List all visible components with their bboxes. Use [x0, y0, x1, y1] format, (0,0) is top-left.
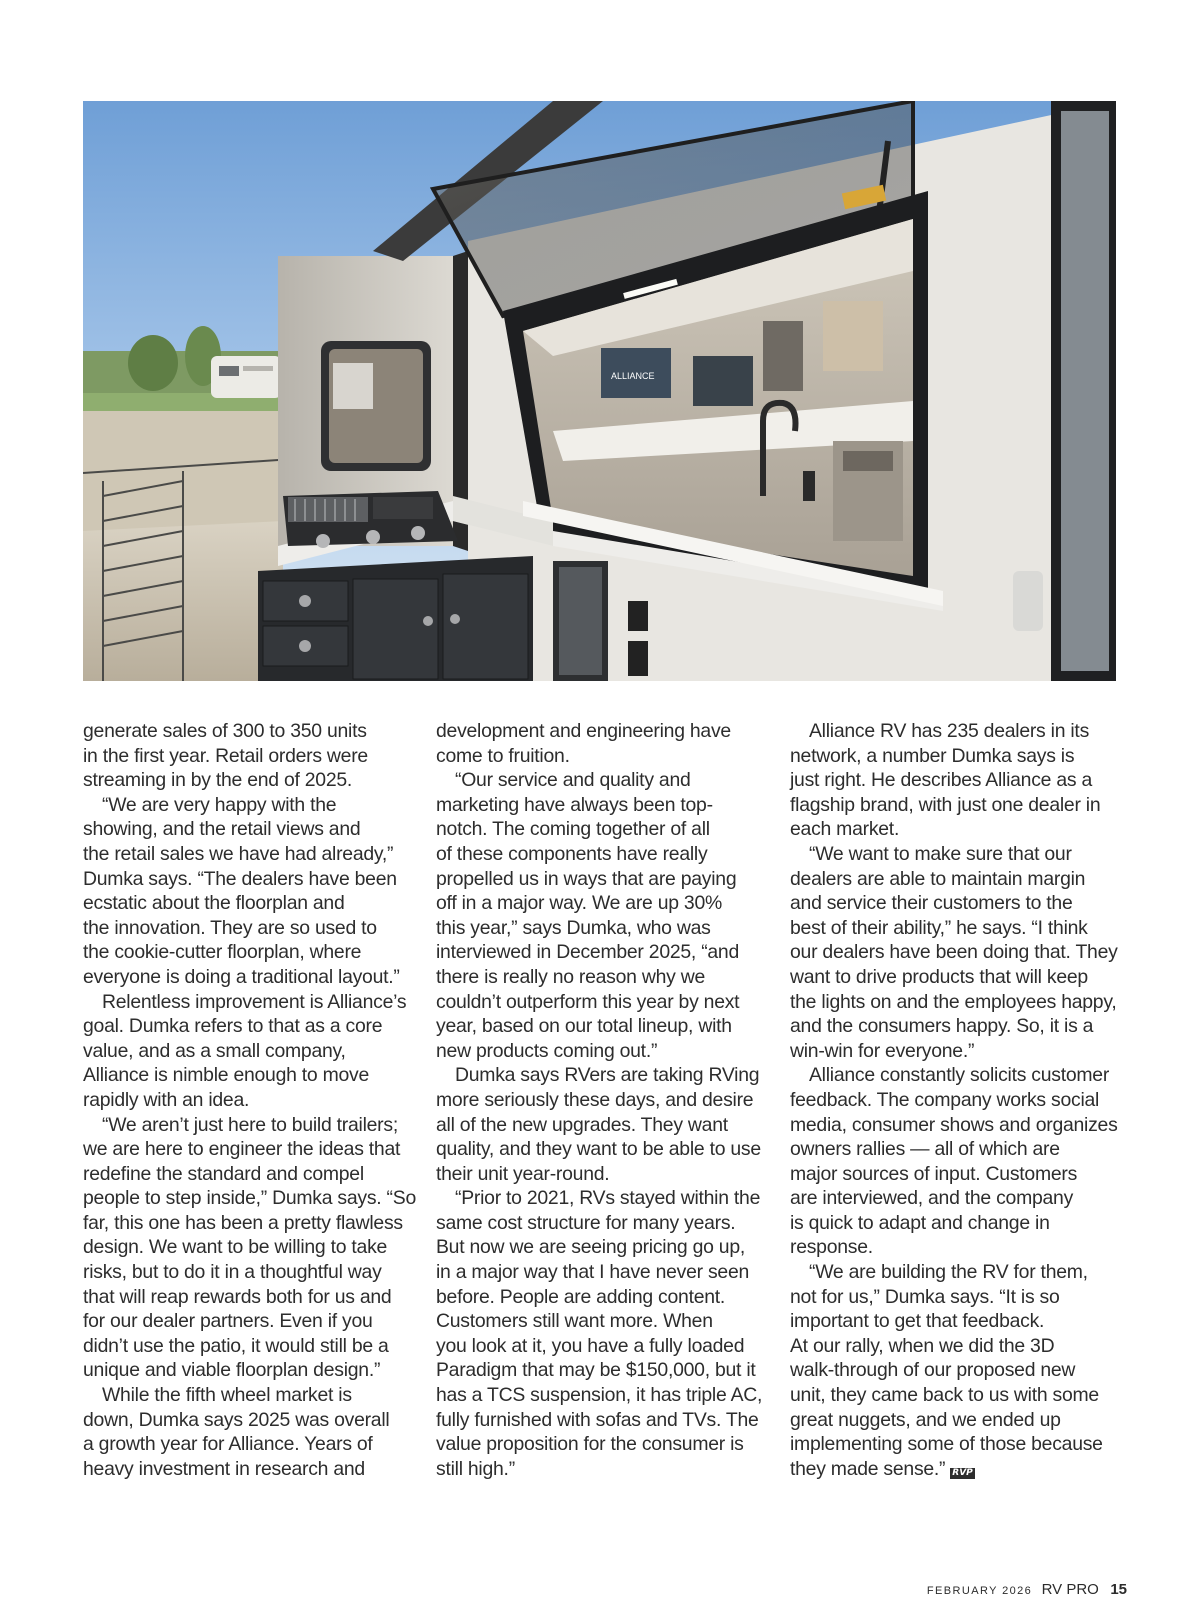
article-paragraph — [83, 1113, 419, 1384]
article-text-line: media, consumer shows and organizes — [790, 1113, 1118, 1136]
article-paragraph — [436, 1063, 772, 1186]
article-text-line: the cookie-cutter floorplan, where — [83, 941, 362, 964]
article-text-line: new products coming out.” — [436, 1039, 658, 1062]
article-text-line: and service their customers to the — [790, 892, 1073, 915]
article-text-line: still high.” — [436, 1457, 515, 1480]
article-text-line: Paradigm that may be $150,000, but it — [436, 1359, 756, 1382]
article-text-line: value proposition for the consumer is — [436, 1433, 744, 1456]
article-text-line: come to fruition. — [436, 744, 570, 767]
article-text-line: in a major way that I have never seen — [436, 1261, 750, 1284]
article-text-line: for our dealer partners. Even if you — [83, 1310, 373, 1333]
page-footer — [927, 1581, 1127, 1599]
article-paragraph — [436, 768, 772, 1063]
article-paragraph — [790, 842, 1126, 1063]
article-text-line: fully furnished with sofas and TVs. The — [436, 1408, 759, 1431]
article-text-line: owners rallies — all of which are — [790, 1138, 1060, 1161]
article-column-1 — [83, 719, 419, 1481]
article-text-line: win-win for everyone.” — [790, 1039, 975, 1062]
article-paragraph — [83, 1383, 419, 1481]
tv-logo-text: ALLIANCE — [611, 371, 655, 381]
feature-photo — [83, 101, 1116, 681]
article-text-line: risks, but to do it in a thoughtful way — [83, 1261, 382, 1284]
article-text-line: generate sales of 300 to 350 units — [83, 720, 367, 742]
article-text-line: Dumka says. “The dealers have been — [83, 867, 397, 890]
article-text-line: off in a major way. We are up 30% — [436, 892, 722, 915]
article-text-line: has a TCS suspension, it has triple AC, — [436, 1384, 763, 1407]
article-text-line: that will reap rewards both for us and — [83, 1285, 392, 1308]
article-text-line: the innovation. They are so used to — [83, 916, 377, 939]
article-text-line: just right. He describes Alliance as a — [790, 769, 1092, 792]
article-text-line: major sources of input. Customers — [790, 1162, 1078, 1185]
article-text-line: Alliance constantly solicits customer — [809, 1064, 1110, 1087]
article-text-line: dealers are able to maintain margin — [790, 867, 1086, 890]
article-text-line: implementing some of those because — [790, 1433, 1103, 1456]
article-text-line: great nuggets, and we ended up — [790, 1408, 1061, 1431]
article-text-line: rapidly with an idea. — [83, 1088, 250, 1111]
article-text-line: each market. — [790, 818, 900, 841]
article-text-line: marketing have always been top- — [436, 793, 713, 816]
article-paragraph — [790, 719, 1126, 842]
article-text-line: “We are building the RV for them, — [809, 1261, 1088, 1284]
article-text-line: heavy investment in research and — [83, 1457, 365, 1480]
article-text-line: our dealers have been doing that. They — [790, 941, 1118, 964]
article-text-line: streaming in by the end of 2025. — [83, 769, 353, 792]
article-text-line: development and engineering have — [436, 720, 731, 742]
article-text-line: didn’t use the patio, it would still be a — [83, 1334, 389, 1357]
article-text-line: the retail sales we have had already,” — [83, 842, 394, 865]
article-text-line: quality, and they want to be able to use — [436, 1138, 761, 1161]
article-text-line: flagship brand, with just one dealer in — [790, 793, 1101, 816]
article-text-line: showing, and the retail views and — [83, 818, 361, 841]
article-paragraph — [436, 1186, 772, 1481]
article-paragraph — [790, 1063, 1126, 1260]
article-text-line: While the fifth wheel market is — [102, 1384, 352, 1407]
article-text-line: “We aren’t just here to build trailers; — [102, 1113, 398, 1136]
article-text-line: feedback. The company works social — [790, 1088, 1100, 1111]
issue-date: FEBRUARY 2026 — [926, 1585, 1033, 1597]
article-text-line: At our rally, when we did the 3D — [790, 1334, 1055, 1357]
article-text-line: down, Dumka says 2025 was overall — [83, 1408, 390, 1431]
article-text-line: before. People are adding content. — [436, 1285, 726, 1308]
article-text-line: response. — [790, 1236, 873, 1259]
article-text-line: same cost structure for many years. — [436, 1211, 736, 1234]
article-text-line: walk-through of our proposed new — [790, 1359, 1076, 1382]
article-text-line: this year,” says Dumka, who was — [436, 916, 711, 939]
article-text-line: ecstatic about the floorplan and — [83, 892, 345, 915]
article-column-2 — [436, 719, 772, 1481]
article-text-line: notch. The coming together of all — [436, 818, 710, 841]
article-text-line: Relentless improvement is Alliance’s — [102, 990, 407, 1013]
end-of-article-mark: RVP — [952, 1467, 973, 1478]
article-text-line: Alliance RV has 235 dealers in its — [809, 720, 1090, 742]
article-paragraph — [83, 719, 419, 793]
article-text-line: and the consumers happy. So, it is a — [790, 1015, 1094, 1038]
article-text-line: of these components have really — [436, 842, 708, 865]
article-paragraph — [83, 990, 419, 1113]
article-text-line: design. We want to be willing to take — [83, 1236, 388, 1259]
article-text-line: propelled us in ways that are paying — [436, 867, 737, 890]
article-text-line: far, this one has been a pretty flawless — [83, 1211, 403, 1234]
article-text-line: people to step inside,” Dumka says. “So — [83, 1187, 416, 1210]
article-text-line: in the first year. Retail orders were — [83, 744, 368, 767]
article-text-line: there is really no reason why we — [436, 965, 705, 988]
article-text-line: unique and viable floorplan design.” — [83, 1359, 381, 1382]
article-text-line: interviewed in December 2025, “and — [436, 941, 739, 964]
article-text-line: the lights on and the employees happy, — [790, 990, 1117, 1013]
article-text-line: “We are very happy with the — [102, 793, 337, 816]
article-text-line: important to get that feedback. — [790, 1310, 1045, 1333]
article-paragraph — [83, 793, 419, 990]
article-text-line: goal. Dumka refers to that as a core — [83, 1015, 383, 1038]
article-text-line: a growth year for Alliance. Years of — [83, 1433, 373, 1456]
page-number: 15 — [1110, 1581, 1127, 1598]
article-text-line: are interviewed, and the company — [790, 1187, 1074, 1210]
article-text-line: is quick to adapt and change in — [790, 1211, 1050, 1234]
article-text-line: year, based on our total lineup, with — [436, 1015, 732, 1038]
article-paragraph — [436, 719, 772, 768]
article-text-line: more seriously these days, and desire — [436, 1088, 754, 1111]
article-text-line: you look at it, you have a fully loaded — [436, 1334, 745, 1357]
article-text-line: network, a number Dumka says is — [790, 744, 1075, 767]
article-text-line: “Our service and quality and — [455, 769, 691, 792]
article-text-line: “Prior to 2021, RVs stayed within the — [455, 1187, 761, 1210]
article-paragraph — [790, 1260, 1126, 1481]
article-text-line: unit, they came back to us with some — [790, 1384, 1099, 1407]
article-text-line: “We want to make sure that our — [809, 842, 1072, 865]
article-text-line: value, and as a small company, — [83, 1039, 346, 1062]
article-text-line: But now we are seeing pricing go up, — [436, 1236, 745, 1259]
article-text-line: not for us,” Dumka says. “It is so — [790, 1285, 1060, 1308]
article-text-line: redefine the standard and compel — [83, 1162, 364, 1185]
article-text-line: Customers still want more. When — [436, 1310, 713, 1333]
magazine-name: RV PRO — [1041, 1581, 1099, 1598]
article-text-line: we are here to engineer the ideas that — [83, 1138, 401, 1161]
article-text-line: they made sense.” RVP — [790, 1457, 973, 1480]
article-text-line: all of the new upgrades. They want — [436, 1113, 728, 1136]
outdoor-kitchen-photo — [83, 101, 1116, 681]
article-text-line: their unit year-round. — [436, 1162, 610, 1185]
article-text-line: everyone is doing a traditional layout.” — [83, 965, 400, 988]
article-text-line: best of their ability,” he says. “I think — [790, 916, 1088, 939]
article-text-line: Dumka says RVers are taking RVing — [455, 1064, 760, 1087]
article-text-line: Alliance is nimble enough to move — [83, 1064, 370, 1087]
article-text-line: couldn’t outperform this year by next — [436, 990, 740, 1013]
article-column-3 — [790, 719, 1126, 1481]
article-text-line: want to drive products that will keep — [790, 965, 1088, 988]
